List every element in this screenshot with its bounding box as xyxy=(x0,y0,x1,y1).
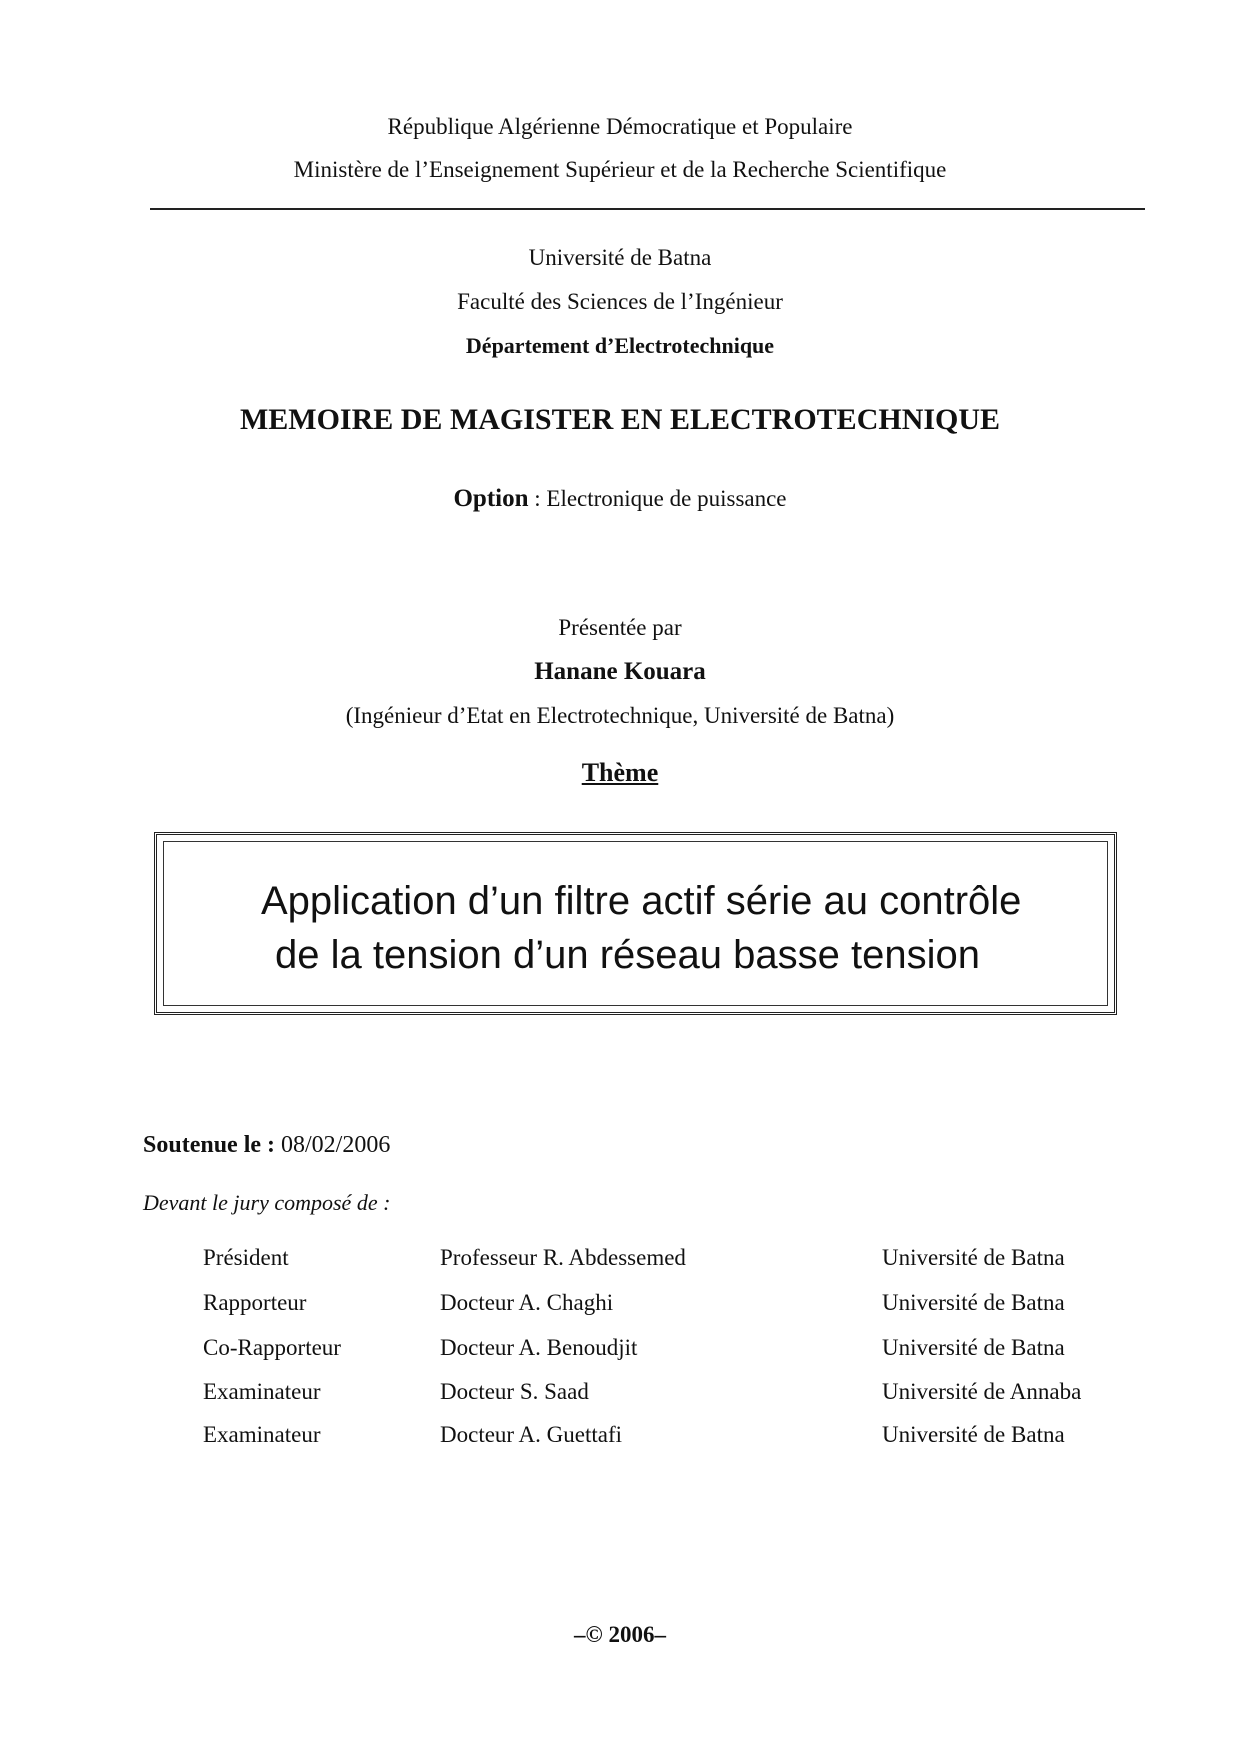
defense-label: Soutenue le : xyxy=(143,1132,275,1158)
jury-role: Examinateur xyxy=(203,1422,321,1447)
jury-member-name: Professeur R. Abdessemed xyxy=(440,1245,686,1270)
header-divider xyxy=(150,208,1145,210)
copyright-footer: –© 2006– xyxy=(574,1622,666,1647)
theme-title-box xyxy=(154,832,1117,1015)
jury-row xyxy=(0,1422,1240,1462)
jury-university: Université de Batna xyxy=(882,1422,1065,1447)
option-label: Option xyxy=(453,485,529,512)
jury-university: Université de Batna xyxy=(882,1290,1065,1315)
jury-role: Rapporteur xyxy=(203,1290,307,1315)
jury-role: Examinateur xyxy=(203,1379,321,1404)
jury-member-name: Docteur A. Guettafi xyxy=(440,1422,623,1447)
jury-row xyxy=(0,1335,1240,1375)
author-credentials: (Ingénieur d’Etat en Electrotechnique, Université de Batna) xyxy=(345,703,895,728)
ministry-heading: Ministère de l’Enseignement Supérieur et de la Recherche Scientifique xyxy=(293,157,947,182)
theme-label: Thème xyxy=(581,758,659,787)
defense-date: 08/02/2006 xyxy=(281,1132,391,1158)
jury-role: Co-Rapporteur xyxy=(203,1335,341,1360)
jury-row xyxy=(0,1379,1240,1419)
option-line xyxy=(0,485,1240,513)
author-name: Hanane Kouara xyxy=(534,658,706,685)
republic-heading: République Algérienne Démocratique et Populaire xyxy=(387,114,853,139)
jury-university: Université de Batna xyxy=(882,1335,1065,1360)
option-separator: : xyxy=(528,486,547,511)
jury-intro: Devant le jury composé de : xyxy=(143,1190,391,1215)
jury-row xyxy=(0,1245,1240,1285)
jury-role: Président xyxy=(203,1245,289,1270)
jury-university: Université de Annaba xyxy=(882,1379,1082,1404)
jury-university: Université de Batna xyxy=(882,1245,1065,1270)
university-name: Université de Batna xyxy=(528,245,712,270)
jury-member-name: Docteur A. Benoudjit xyxy=(440,1335,638,1360)
thesis-title-line-1: Application d’un filtre actif série au contrôle xyxy=(261,879,1022,923)
faculty-name: Faculté des Sciences de l’Ingénieur xyxy=(457,289,783,314)
theme-label-wrap xyxy=(0,758,1240,788)
option-value: Electronique de puissance xyxy=(546,486,787,511)
defense-date-line xyxy=(143,1132,390,1159)
presented-by-label: Présentée par xyxy=(558,615,682,640)
degree-title: MEMOIRE DE MAGISTER EN ELECTROTECHNIQUE xyxy=(239,403,1001,436)
jury-member-name: Docteur A. Chaghi xyxy=(440,1290,614,1315)
jury-row xyxy=(0,1290,1240,1330)
jury-member-name: Docteur S. Saad xyxy=(440,1379,589,1404)
thesis-title-line-2: de la tension d’un réseau basse tension xyxy=(275,933,980,977)
department-name: Département d’Electrotechnique xyxy=(465,333,775,358)
